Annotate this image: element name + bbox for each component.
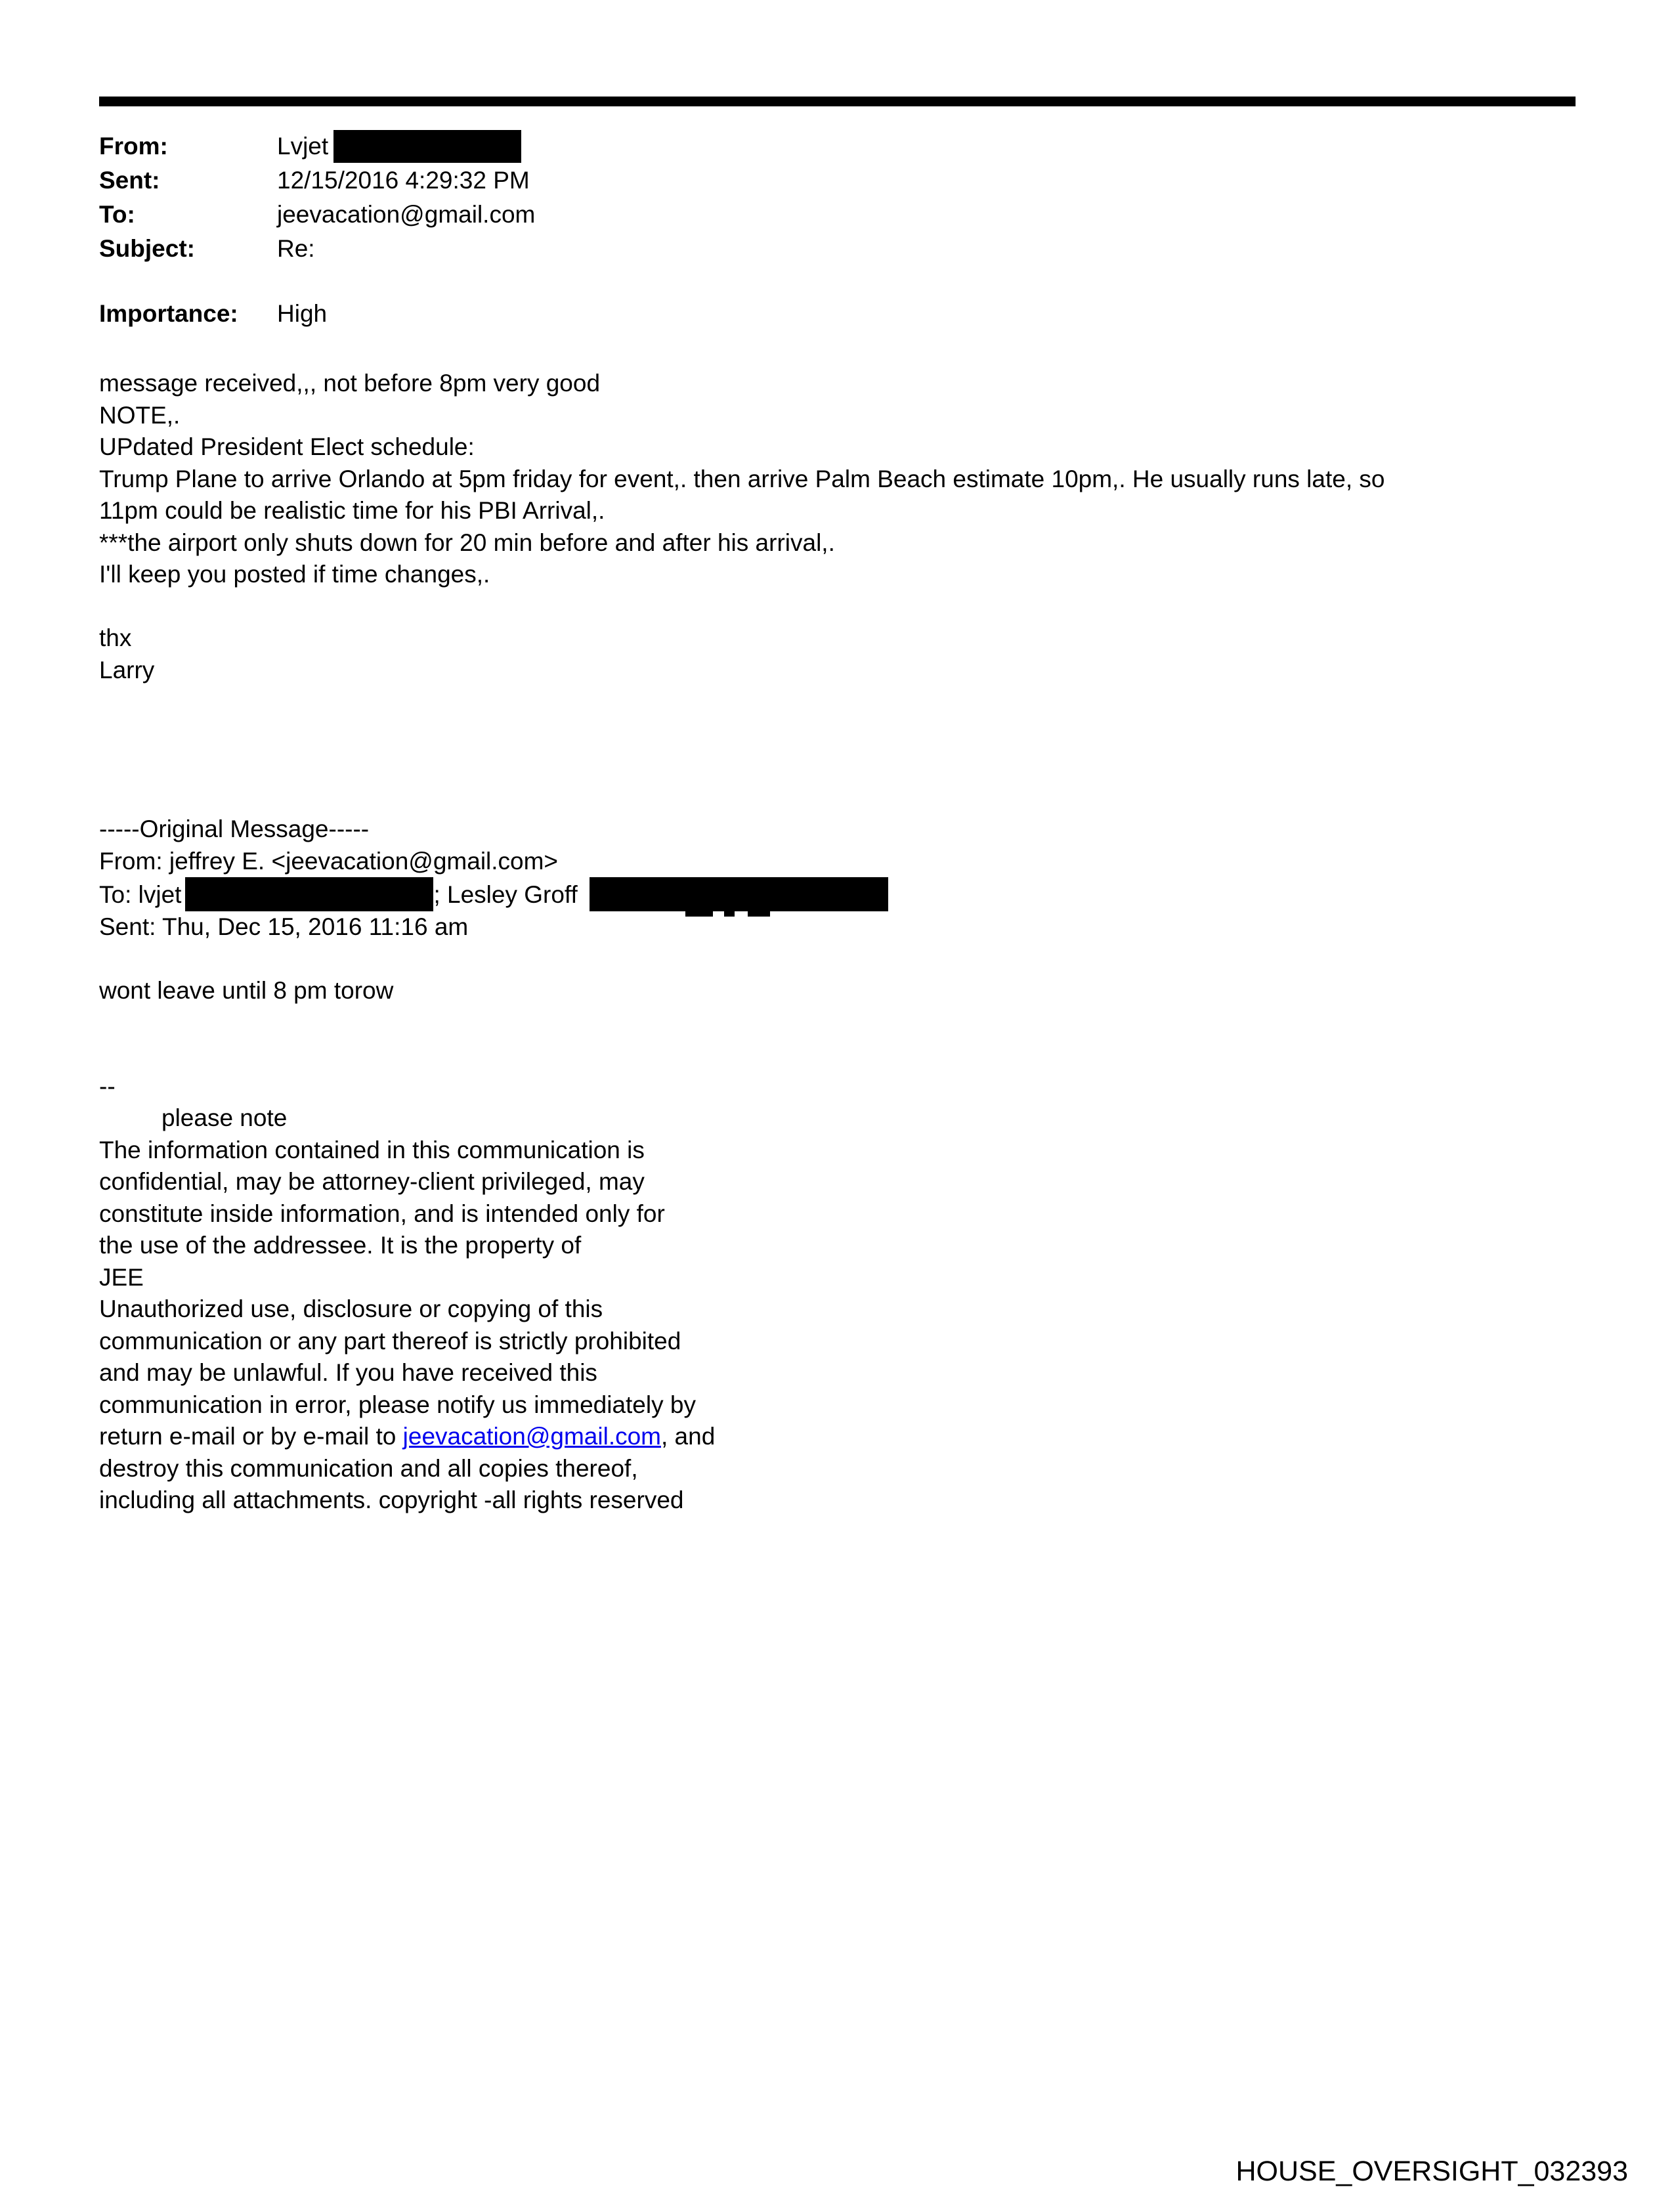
header-row-importance bbox=[99, 297, 535, 331]
original-message-separator: -----Original Message----- bbox=[99, 815, 370, 842]
signoff-line: thx bbox=[99, 624, 132, 651]
to-value: jeevacation@gmail.com bbox=[277, 201, 536, 228]
disclaimer-line: the use of the addressee. It is the property of bbox=[99, 1232, 582, 1259]
header-row-sent bbox=[99, 163, 535, 198]
redaction-artifact bbox=[685, 910, 713, 917]
body-line: I'll keep you posted if time changes,. bbox=[99, 561, 490, 588]
body-line: Trump Plane to arrive Orlando at 5pm friday for event,. then arrive Palm Beach estimate 10pm,. He usually runs late, so bbox=[99, 465, 1385, 492]
om-to-separator: ; Lesley Groff bbox=[433, 881, 585, 908]
signature-dashes-line: -- bbox=[99, 1072, 116, 1100]
original-message-to-line bbox=[99, 877, 1384, 911]
body-line: NOTE,. bbox=[99, 401, 181, 429]
blank-line bbox=[99, 782, 1384, 814]
blank-line bbox=[99, 1007, 1384, 1039]
redaction-box-sender-email bbox=[333, 130, 521, 163]
disclaimer-line: and may be unlawful. If you have received this bbox=[99, 1359, 597, 1386]
blank-line bbox=[99, 1039, 1384, 1071]
subject-value: Re: bbox=[277, 235, 315, 262]
email-link[interactable]: jeevacation@gmail.com bbox=[402, 1423, 661, 1450]
disclaimer-email-line bbox=[99, 1421, 1384, 1453]
blank-line bbox=[99, 591, 1384, 623]
email-line-post: , and bbox=[661, 1423, 716, 1450]
disclaimer-line: confidential, may be attorney-client privileged, may bbox=[99, 1168, 645, 1195]
body-line: message received,,, not before 8pm very good bbox=[99, 370, 601, 397]
original-message-from-line: From: jeffrey E. <jeevacation@gmail.com> bbox=[99, 847, 559, 875]
to-label: To: bbox=[99, 201, 135, 228]
redaction-box-recipient-email bbox=[185, 877, 433, 911]
om-to-prefix: To: lvjet bbox=[99, 881, 182, 908]
disclaimer-line: including all attachments. copyright -all rights reserved bbox=[99, 1486, 684, 1513]
redaction-box-recipient2-email bbox=[590, 877, 888, 911]
original-message-body-line: wont leave until 8 pm torow bbox=[99, 977, 394, 1004]
header-row-to bbox=[99, 198, 535, 232]
signoff-name-line: Larry bbox=[99, 656, 155, 683]
blank-line bbox=[99, 750, 1384, 782]
disclaimer-line: destroy this communication and all copies thereof, bbox=[99, 1454, 638, 1482]
from-label: From: bbox=[99, 133, 168, 160]
redaction-artifact bbox=[724, 910, 735, 917]
top-rule bbox=[99, 97, 1576, 106]
body-line: 11pm could be realistic time for his PBI Arrival,. bbox=[99, 497, 605, 524]
importance-label: Importance: bbox=[99, 300, 238, 327]
from-sender-name: Lvjet bbox=[277, 133, 329, 160]
disclaimer-line: Unauthorized use, disclosure or copying of this bbox=[99, 1295, 603, 1322]
body-line: UPdated President Elect schedule: bbox=[99, 433, 475, 460]
sent-value: 12/15/2016 4:29:32 PM bbox=[277, 167, 530, 194]
email-header bbox=[99, 129, 535, 331]
email-body bbox=[99, 368, 1384, 1517]
email-line-pre: return e-mail or by e-mail to bbox=[99, 1423, 403, 1450]
body-line: ***the airport only shuts down for 20 min before and after his arrival,. bbox=[99, 529, 835, 556]
disclaimer-line: constitute inside information, and is intended only for bbox=[99, 1200, 665, 1227]
subject-label: Subject: bbox=[99, 235, 195, 262]
blank-line bbox=[99, 718, 1384, 750]
original-message-sent-line: Sent: Thu, Dec 15, 2016 11:16 am bbox=[99, 913, 469, 940]
from-value bbox=[277, 130, 521, 163]
blank-line bbox=[99, 943, 1384, 976]
disclaimer-line: The information contained in this communication is bbox=[99, 1136, 645, 1163]
disclaimer-line: JEE bbox=[99, 1263, 144, 1291]
blank-line bbox=[99, 686, 1384, 718]
disclaimer-line: communication in error, please notify us immediately by bbox=[99, 1391, 696, 1418]
header-row-subject bbox=[99, 232, 535, 266]
sent-label: Sent: bbox=[99, 167, 160, 194]
bates-number: HOUSE_OVERSIGHT_032393 bbox=[1235, 2156, 1628, 2187]
signature-note-line: please note bbox=[161, 1104, 288, 1131]
header-row-from bbox=[99, 129, 535, 163]
redaction-artifact bbox=[748, 910, 770, 917]
importance-value: High bbox=[277, 300, 328, 327]
disclaimer-line: communication or any part thereof is strictly prohibited bbox=[99, 1327, 681, 1355]
